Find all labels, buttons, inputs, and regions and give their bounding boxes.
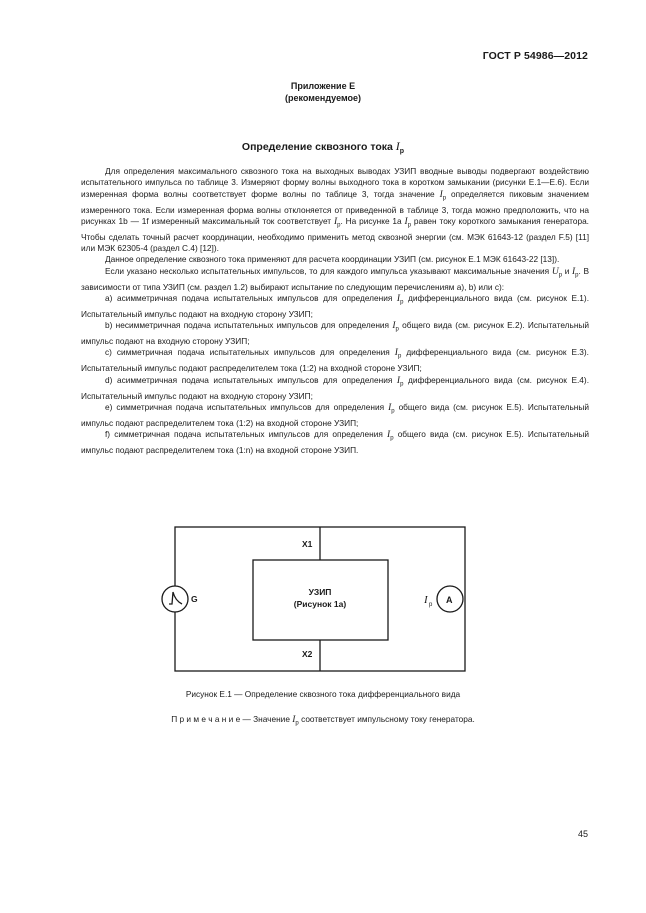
paragraph-2: Данное определение сквозного тока применяют для расчета координации УЗИП (см. рисунок Е.1 МЭК 61643-22 [13]). bbox=[105, 254, 560, 265]
paragraph-3: Если указано несколько испытательных импульсов, то для каждого импульса указывают максимальные значения $U_p$ и $I_p$. В зависимости от типа УЗИП (см. раздел 1.2) выбирают испытание по следующим перечислениям a), b) или c): bbox=[81, 265, 589, 292]
generator-label: G bbox=[191, 594, 198, 604]
page-number: 45 bbox=[577, 829, 588, 839]
document-code: ГОСТ Р 54986—2012 bbox=[482, 50, 588, 62]
figure-caption: Рисунок Е.1 — Определение сквозного тока дифференциального вида bbox=[185, 689, 461, 699]
terminal-x1-label: X1 bbox=[302, 539, 313, 549]
circuit-diagram bbox=[150, 525, 490, 675]
svg-text:p: p bbox=[429, 602, 433, 608]
list-item-a: a) асимметричная подача испытательных импульсов для определения $I_p$ дифференциального вида (см. рисунок Е.1). Испытательный импульс подают на входную сторону УЗИП; bbox=[81, 292, 589, 319]
list-item-c: c) симметричная подача испытательных импульсов для определения $I_p$ дифференциального вида (см. рисунок Е.3). Испытательный импульс подают распределителем тока (1:2) на входной стороне УЗИП; bbox=[81, 347, 589, 374]
section-title: Определение сквозного тока $I_p$ bbox=[241, 139, 405, 156]
appendix-subtitle: (рекомендуемое) bbox=[285, 93, 361, 103]
body-text bbox=[81, 166, 589, 456]
list-item-d: d) асимметричная подача испытательных импульсов для определения $I_p$ дифференциального вида (см. рисунок Е.4). Испытательный импульс подают на входную сторону УЗИП; bbox=[81, 374, 589, 401]
list-item-f: f) симметричная подача испытательных импульсов для определения $I_p$ общего вида (см. рисунок Е.5). Испытательный импульс подают распределителем тока (1:n) на входной стороне УЗИП. bbox=[81, 429, 589, 456]
device-sublabel: (Рисунок 1a) bbox=[293, 599, 347, 609]
ammeter-label: A bbox=[446, 595, 453, 605]
generator-symbol bbox=[162, 586, 188, 612]
device-label: УЗИП bbox=[308, 587, 332, 597]
paragraph-1: Для определения максимального сквозного тока на выходных выводах УЗИП вводные выводы подвергают воздействию испытательного импульса по таблице 3. Измеряют форму волны выходного тока в коротком замыкании (рисунки Е.1—Е.6). Если измеренная форма волны соответствует форме волны по таблице 3, тогда значение $I_p$ определяется пиковым значением измеренного тока. Если измеренная форма волны отклоняется от приведенной в таблице 3, тогда можно предположить, что на рисунках 1b — 1f измеренный максимальный ток соответствует $I_p$. На рисунке 1a $I_p$ равен току короткого замыкания генератора. Чтобы сделать точный расчет координации, необходимо применить метод сквозной энергии (см. МЭК 61643-12 (раздел F.5) [11] или МЭК 62305-4 (раздел С.4) [12]). bbox=[81, 166, 590, 254]
svg-text:I: I bbox=[424, 594, 428, 606]
current-label bbox=[423, 594, 433, 608]
list-item-e: e) симметричная подача испытательных импульсов для определения $I_p$ общего вида (см. рисунок Е.5). Испытательный импульс подают распределителем тока (1:2) на входной стороне УЗИП; bbox=[81, 401, 589, 428]
list-item-b: b) несимметричная подача испытательных импульсов для определения $I_p$ общего вида (см. рисунок Е.2). Испытательный импульс подают на входную сторону УЗИП; bbox=[81, 320, 589, 347]
appendix-title: Приложение Е bbox=[290, 81, 356, 91]
figure-note: П р и м е ч а н и е — Значение $I_p$ соответствует импульсному току генератора. bbox=[171, 714, 475, 727]
terminal-x2-label: X2 bbox=[302, 649, 313, 659]
appendix-heading bbox=[0, 80, 646, 104]
